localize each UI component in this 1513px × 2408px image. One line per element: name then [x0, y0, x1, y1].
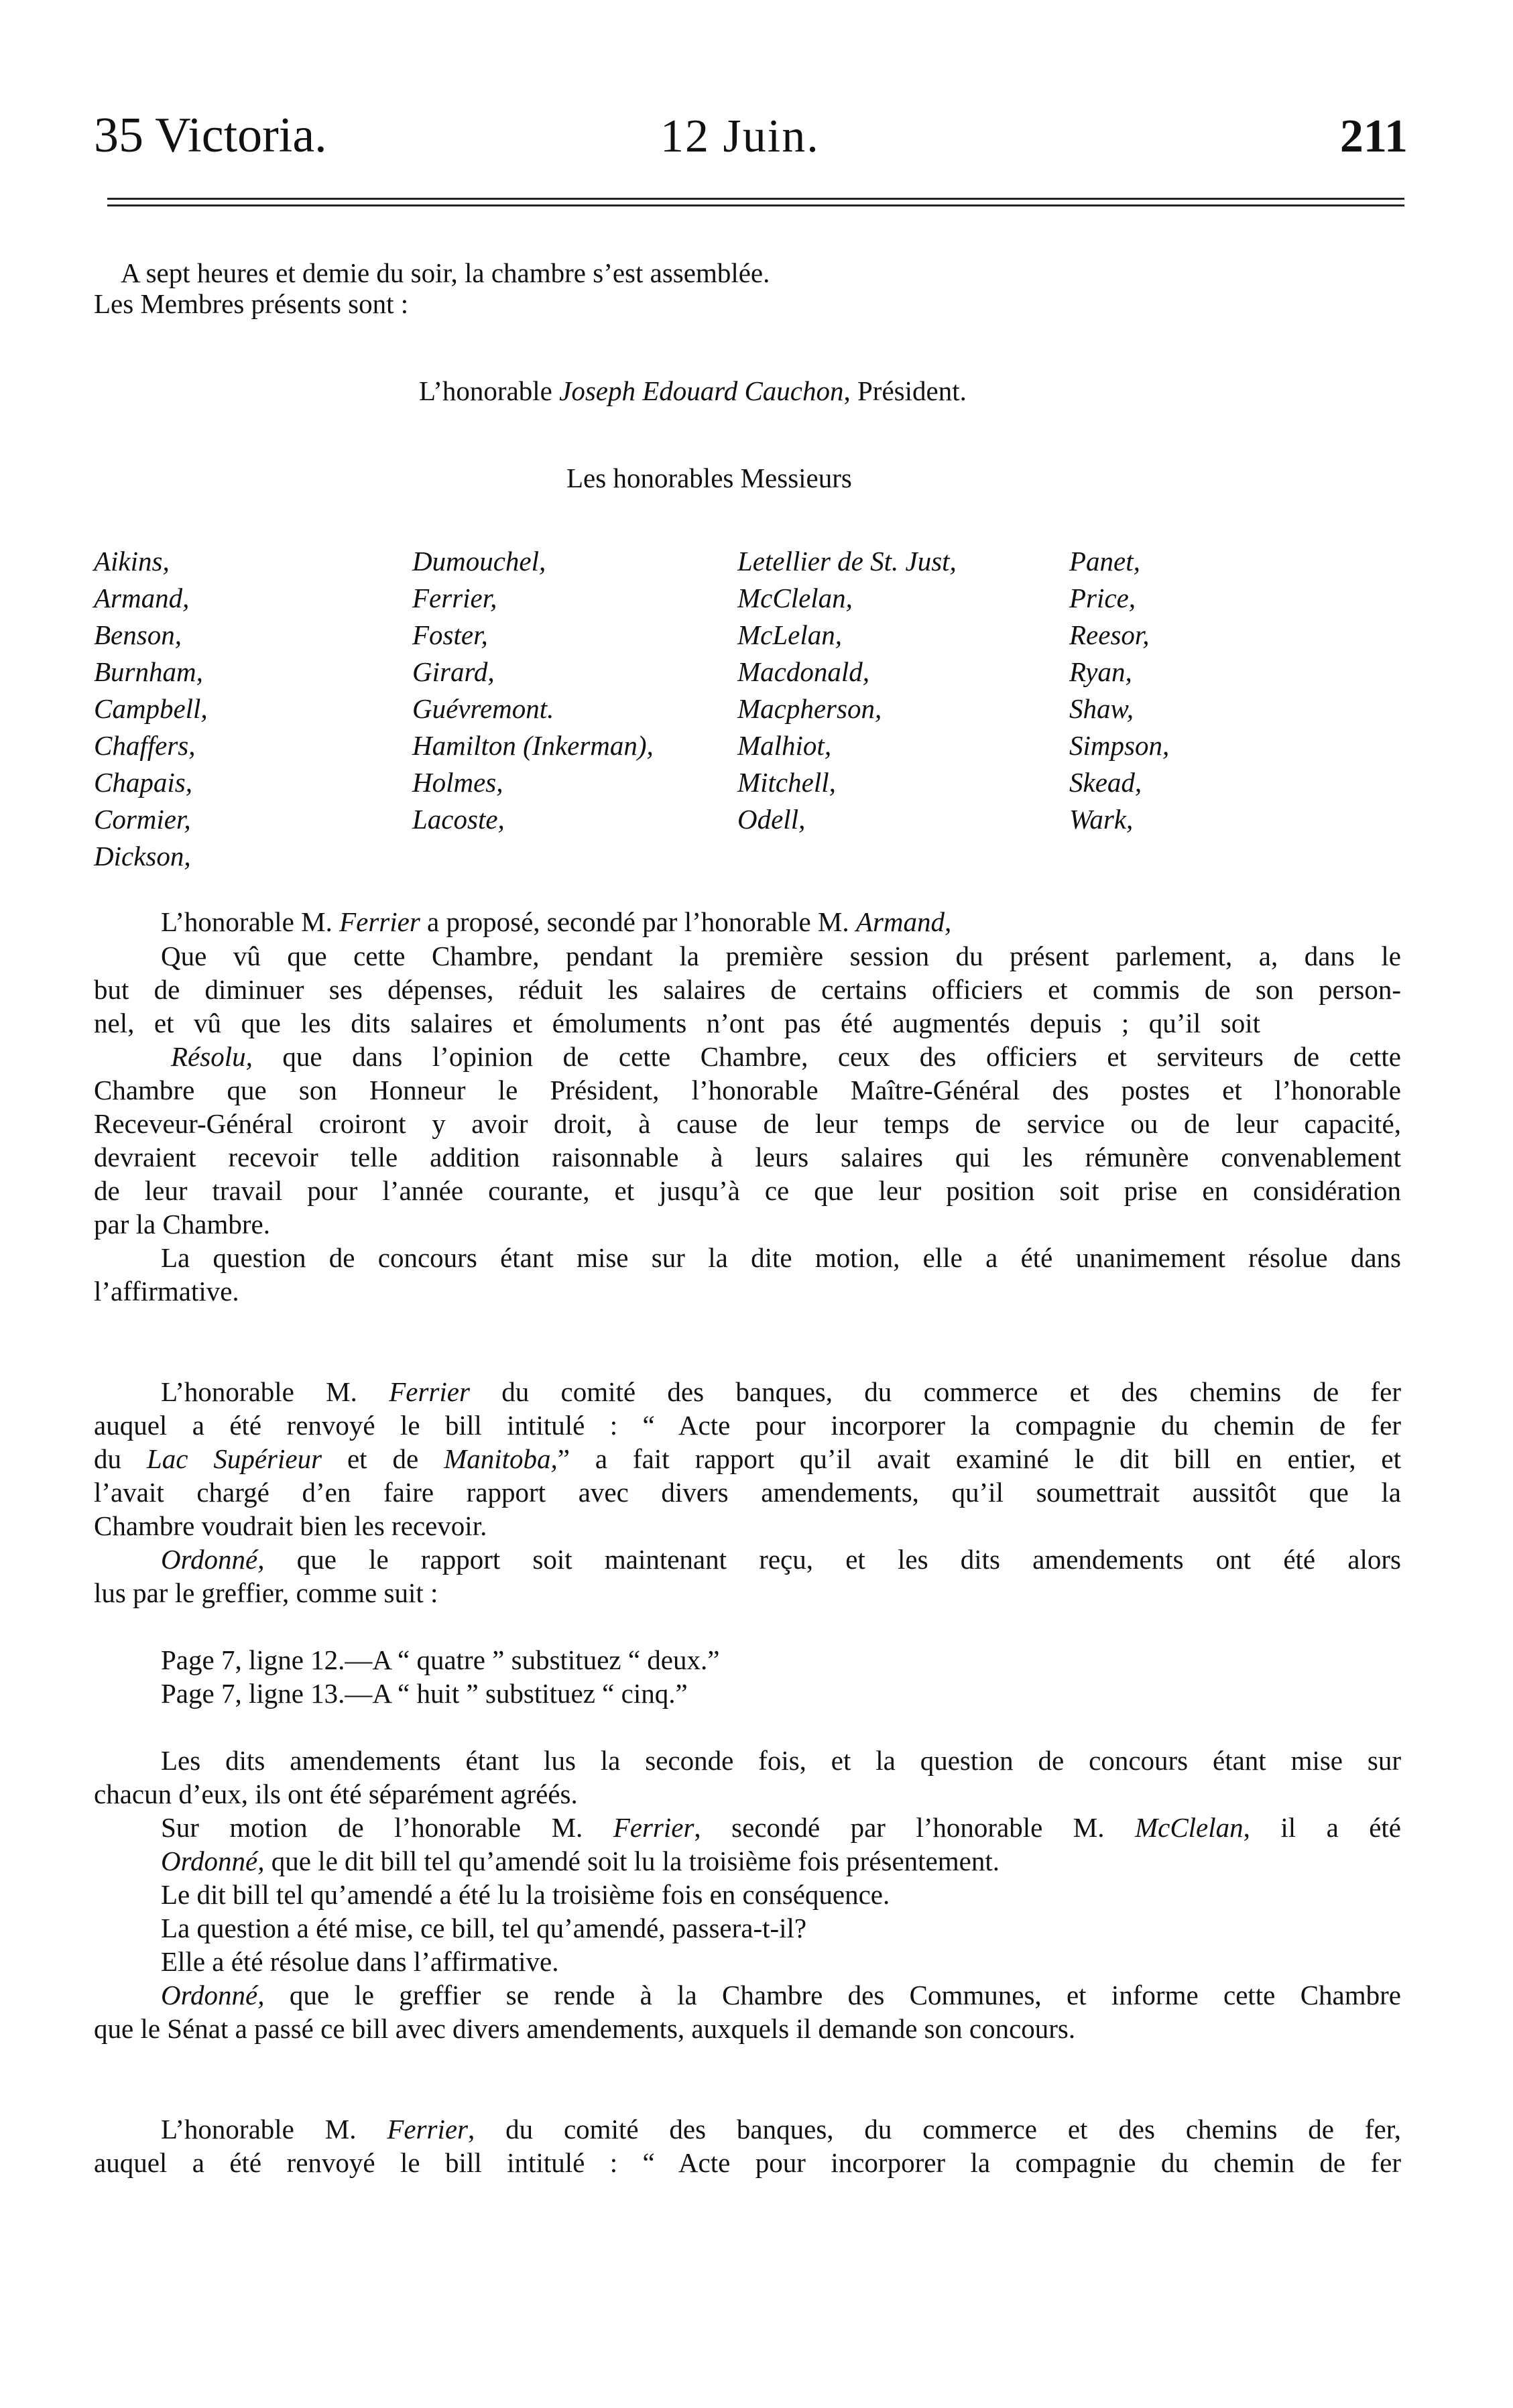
member-name: Girard, [412, 656, 495, 687]
members-column-4 [1069, 543, 1169, 838]
report1-line-3 [94, 1442, 1401, 1476]
report1-line-5: Chambre voudrait bien les recevoir. [94, 1510, 487, 1541]
page-header [94, 101, 1408, 174]
report-member: Ferrier [389, 1376, 470, 1407]
ordered-label: Ordonné, [161, 1980, 265, 2010]
report-text: que le rapport soit maintenant reçu, et les dits amendements ont été alors [264, 1544, 1401, 1575]
member-name: Odell, [737, 804, 806, 835]
motion-text: a proposé, secondé par l’honorable M. [420, 906, 856, 937]
member-name: Chapais, [94, 767, 192, 798]
report-text: L’honorable M. [161, 1376, 389, 1407]
member-name: Letellier de St. Just, [737, 546, 957, 577]
proceedings-line-5: Le dit bill tel qu’amendé a été lu la troisième fois en conséquence. [161, 1879, 890, 1910]
amendment-2: Page 7, ligne 13.—A “ huit ” substituez “ cinq.” [161, 1678, 688, 1709]
amendment-1: Page 7, ligne 12.—A “ quatre ” substituez “ deux.” [161, 1644, 720, 1675]
motion-line-10: par la Chambre. [94, 1209, 270, 1240]
proceedings-text: , secondé par l’honorable M. [694, 1812, 1135, 1843]
proceedings-line-3 [161, 1811, 1401, 1844]
member-name: Reesor, [1069, 619, 1150, 650]
motion-text: L’honorable M. [161, 906, 340, 937]
member-name: McClelan, [737, 583, 853, 613]
report-text: du comité des banques, du commerce et des chemins de fer [469, 1376, 1401, 1407]
president-suffix: , Président. [843, 375, 967, 406]
motion-line-1 [161, 905, 951, 939]
proceedings-text: que le dit bill tel qu’amendé soit lu la troisième fois présentement. [264, 1846, 1000, 1876]
member-name: Guévremont. [412, 693, 554, 724]
motion-line-8: devraient recevoir telle addition raisonnable à leurs salaires qui les rémunère convenablement [94, 1142, 1401, 1172]
member-name: Macpherson, [737, 693, 882, 724]
header-rule-top [107, 198, 1404, 200]
motion-member: Armand, [855, 906, 952, 937]
report1-line-4: l’avait chargé d’en faire rapport avec divers amendements, qu’il soumettrait aussitôt que la [94, 1477, 1401, 1508]
member-name: Mitchell, [737, 767, 836, 798]
motion-text: que dans l’opinion de cette Chambre, ceux des officiers et serviteurs de cette [252, 1041, 1401, 1072]
motion-line-9: de leur travail pour l’année courante, et jusqu’à ce que leur position soit prise en considération [94, 1175, 1401, 1206]
members-column-2 [412, 543, 654, 838]
president-name: Joseph Edouard Cauchon [559, 375, 844, 406]
member-name: Malhiot, [737, 730, 832, 761]
report-text: L’honorable M. [161, 2114, 387, 2145]
proceedings-text: Sur motion de l’honorable M. [161, 1812, 613, 1843]
header-rule-bottom [107, 204, 1404, 206]
header-session: 35 Victoria. [94, 108, 327, 163]
member-name: Dumouchel, [412, 546, 546, 577]
motion-member: Ferrier [339, 906, 420, 937]
member-name: Campbell, [94, 693, 208, 724]
report1-line-2: auquel a été renvoyé le bill intitulé : “ Acte pour incorporer la compagnie du chemin de fer [94, 1410, 1401, 1441]
resolved-label: Résolu, [171, 1041, 253, 1072]
report1-line-1 [161, 1375, 1401, 1408]
opening-line-1: A sept heures et demie du soir, la chambre s’est assemblée. [121, 257, 770, 288]
member-name: Burnham, [94, 656, 203, 687]
proceedings-line-7: Elle a été résolue dans l’affirmative. [161, 1946, 559, 1977]
president-line [419, 374, 967, 408]
proceedings-line-9: que le Sénat a passé ce bill avec divers amendements, auxquels il demande son concours. [94, 2013, 1076, 2044]
ordered-label: Ordonné, [161, 1544, 265, 1575]
member-name: Armand, [94, 583, 190, 613]
proceedings-line-1: Les dits amendements étant lus la seconde fois, et la question de concours étant mise sur [161, 1745, 1401, 1776]
member-name: Skead, [1069, 767, 1142, 798]
proceedings-line-6: La question a été mise, ce bill, tel qu’amendé, passera-t-il? [161, 1913, 807, 1943]
report-text: ” a fait rapport qu’il avait examiné le dit bill en entier, et [557, 1443, 1401, 1474]
proceedings-member: Ferrier [613, 1812, 694, 1843]
member-name: Panet, [1069, 546, 1140, 577]
motion-line-3: but de diminuer ses dépenses, réduit les salaires de certains officiers et commis de son person- [94, 974, 1401, 1005]
report-member: Ferrier [387, 2114, 469, 2145]
motion-line-6: Chambre que son Honneur le Président, l’honorable Maître-Général des postes et l’honorable [94, 1075, 1401, 1105]
member-name: Shaw, [1069, 693, 1134, 724]
members-column-3 [737, 543, 957, 838]
member-name: McLelan, [737, 619, 842, 650]
report-place: Manitoba, [444, 1443, 558, 1474]
report2-line-2: auquel a été renvoyé le bill intitulé : “ Acte pour incorporer la compagnie du chemin de fer [94, 2147, 1401, 2178]
proceedings-member: McClelan [1134, 1812, 1244, 1843]
report-place: Lac Supérieur [146, 1443, 322, 1474]
header-date: 12 Juin. [660, 111, 820, 162]
report-text: et de [322, 1443, 444, 1474]
motion-line-7: Receveur-Général croiront y avoir droit, à cause de leur temps de service ou de leur capacité, [94, 1108, 1401, 1139]
proceedings-line-4 [161, 1844, 1000, 1878]
report1-line-6 [161, 1543, 1401, 1576]
report-text: , du comité des banques, du commerce et des chemins de fer, [468, 2114, 1401, 2145]
motion-line-2: Que vû que cette Chambre, pendant la première session du présent parlement, a, dans le [161, 941, 1401, 971]
member-name: Macdonald, [737, 656, 869, 687]
member-name: Wark, [1069, 804, 1134, 835]
member-name: Hamilton (Inkerman), [412, 730, 654, 761]
report1-line-7: lus par le greffier, comme suit : [94, 1577, 438, 1608]
president-prefix: L’honorable [419, 375, 560, 406]
messieurs-heading: Les honorables Messieurs [566, 463, 852, 493]
motion-line-4: nel, et vû que les dits salaires et émoluments n’ont pas été augmentés depuis ; qu’il soit [94, 1008, 1260, 1038]
member-name: Simpson, [1069, 730, 1170, 761]
member-name: Ryan, [1069, 656, 1132, 687]
proceedings-text: , il a été [1243, 1812, 1401, 1843]
member-name: Holmes, [412, 767, 503, 798]
motion-line-12: l’affirmative. [94, 1276, 239, 1307]
member-name: Price, [1069, 583, 1136, 613]
members-roster [94, 543, 1408, 871]
report2-line-1 [161, 2112, 1401, 2146]
page-number: 211 [1339, 111, 1408, 162]
member-name: Benson, [94, 619, 182, 650]
opening-line-2: Les Membres présents sont : [94, 288, 409, 319]
proceedings-line-2: chacun d’eux, ils ont été séparément agréés. [94, 1779, 578, 1809]
member-name: Ferrier, [412, 583, 497, 613]
member-name: Chaffers, [94, 730, 196, 761]
motion-line-5 [171, 1040, 1401, 1073]
motion-line-11: La question de concours étant mise sur la dite motion, elle a été unanimement résolue dans [161, 1242, 1401, 1273]
proceedings-line-8 [161, 1978, 1401, 2012]
report-text: du [94, 1443, 147, 1474]
member-name: Foster, [412, 619, 488, 650]
member-name: Lacoste, [412, 804, 505, 835]
member-name: Cormier, [94, 804, 191, 835]
ordered-label: Ordonné, [161, 1846, 265, 1876]
member-name: Aikins, [94, 546, 170, 577]
member-name: Dickson, [94, 841, 191, 871]
proceedings-text: que le greffier se rende à la Chambre des Communes, et informe cette Chambre [264, 1980, 1401, 2010]
members-column-1 [94, 543, 208, 875]
